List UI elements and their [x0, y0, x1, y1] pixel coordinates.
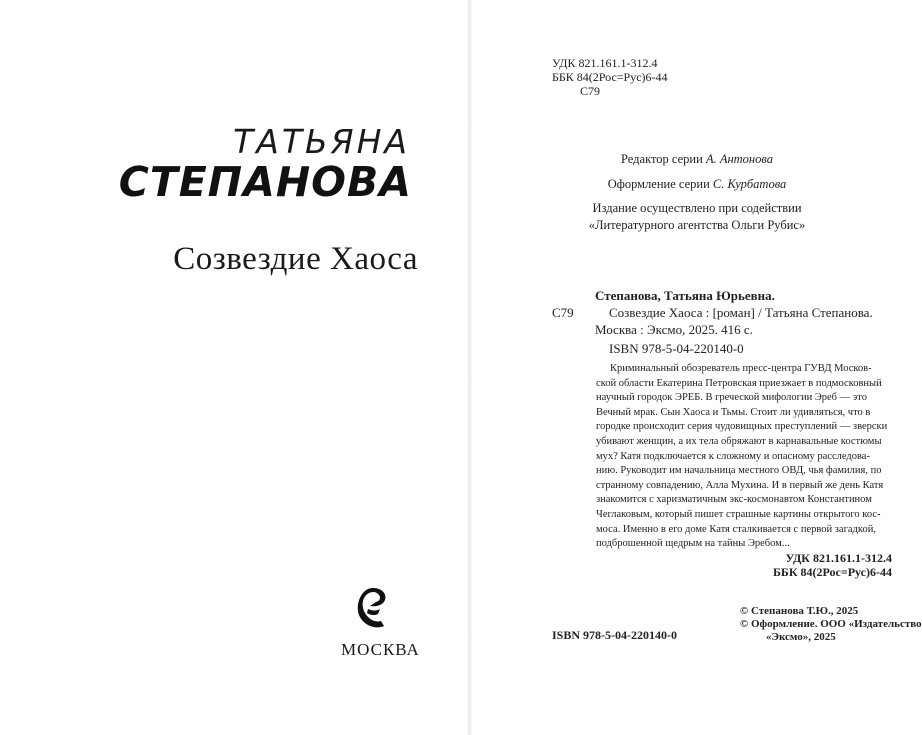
annotation-line: городке происходит серия чудовищных преступлений — зверски	[596, 421, 888, 433]
classification-block	[552, 56, 668, 98]
author-last-name: СТЕПАНОВА	[118, 158, 412, 206]
annotation	[596, 362, 903, 552]
series-design-line	[472, 177, 922, 192]
series-editor-label: Редактор серии	[621, 152, 703, 166]
bib-pub-line: Москва : Эксмо, 2025. 416 с.	[595, 322, 753, 337]
copyright-author: © Степанова Т.Ю., 2025	[740, 605, 859, 617]
series-editor-name: А. Антонова	[705, 152, 773, 166]
right-page	[472, 0, 922, 735]
bib-author: Степанова, Татьяна Юрьевна.	[595, 288, 775, 303]
support-line-2: «Литературного агентства Ольги Рубис»	[588, 218, 806, 232]
bib-title-line: Созвездие Хаоса : [роман] / Татьяна Степанова.	[609, 305, 873, 320]
bottom-udk: УДК 821.161.1-312.4	[785, 551, 892, 565]
book-title: Созвездие Хаоса	[173, 241, 418, 277]
annotation-line: нию. Руководит им начальница местного ОВД, чья фамилия, по	[596, 465, 882, 477]
annotation-line: Вечный мрак. Сын Хаоса и Тьмы. Стоит ли удивляться, что в	[596, 406, 871, 418]
copyright-design: © Оформление. ООО «Издательство	[740, 618, 922, 630]
bottom-bbk: ББК 84(2Рос=Рус)6-44	[772, 565, 892, 579]
bib-isbn: ISBN 978-5-04-220140-0	[609, 341, 744, 356]
annotation-line: моса. Именно в его доме Катя сталкивается с первой загадкой,	[596, 523, 876, 535]
annotation-line: ской области Екатерина Петровская приезжает в подмосковный	[596, 377, 882, 389]
publisher-city: МОСКВА	[341, 640, 420, 659]
annotation-line: знакомится с харизматичным экс-космонавтом Константином	[596, 494, 872, 506]
annotation-line: Чеглаковым, который пишет страшные картины открытого кос-	[596, 508, 881, 520]
udk-code: УДК 821.161.1-312.4	[552, 56, 658, 70]
eksmo-logo-icon	[356, 585, 390, 631]
annotation-line: убивают женщин, а их тела обряжают в карнавальные костюмы	[596, 435, 882, 447]
annotation-line: странному совпадению, Алла Мухина. И в первый же день Катя	[596, 479, 884, 491]
bottom-isbn: ISBN 978-5-04-220140-0	[552, 628, 677, 642]
annotation-line: Криминальный обозреватель пресс-центра ГУВД Москов-	[610, 363, 872, 374]
author-first-name: ТАТЬЯНА	[233, 122, 410, 161]
bib-code: С79	[552, 305, 574, 320]
annotation-line: подброшенной щедрым на тайны Эребом...	[596, 538, 790, 550]
bbk-code: ББК 84(2Рос=Рус)6-44	[552, 70, 668, 84]
series-design-label: Оформление серии	[607, 177, 710, 191]
index-code: С79	[580, 84, 601, 98]
bottom-classification	[773, 551, 892, 579]
annotation-line: мух? Катя подключается к сложному и опасному расследова-	[596, 450, 870, 462]
annotation-line: научный городок ЭРЕБ. В греческой мифологии Эреб — это	[596, 392, 867, 404]
copyright-block	[740, 605, 922, 644]
copyright-publisher: «Эксмо», 2025	[766, 631, 836, 643]
series-design-name: С. Курбатова	[712, 177, 787, 191]
series-editor-line	[472, 152, 922, 167]
support-line-1: Издание осуществлено при содействии	[592, 201, 802, 215]
